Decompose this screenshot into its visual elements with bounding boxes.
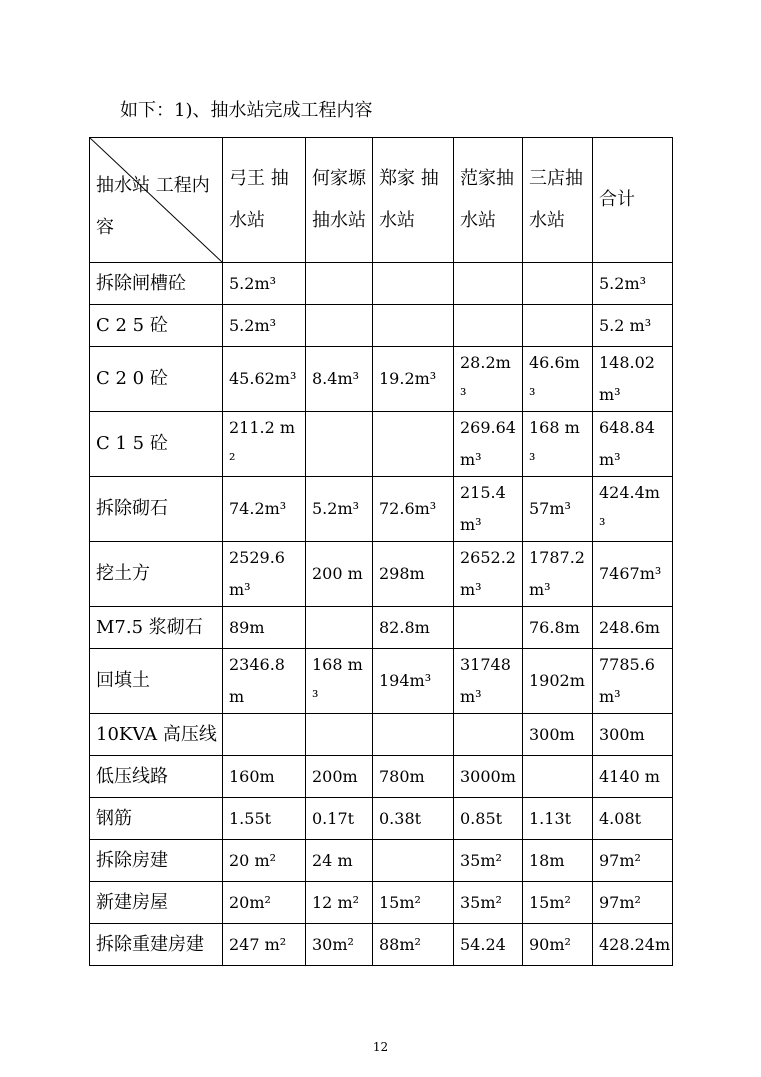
row-label: 钢筋 — [90, 798, 223, 840]
table-cell: 3000m — [454, 756, 523, 798]
table-cell — [454, 263, 523, 305]
table-cell: 46.6m³ — [523, 347, 593, 412]
table-cell: 97m² — [593, 840, 673, 882]
table-row — [90, 263, 673, 305]
table-row — [90, 714, 673, 756]
table-cell: 300m — [523, 714, 593, 756]
table-cell: 2529.6m³ — [223, 542, 306, 607]
corner-header-cell — [90, 138, 223, 263]
table-cell: 215.4 m³ — [454, 477, 523, 542]
table-row — [90, 882, 673, 924]
table-cell: 2346.8m — [223, 649, 306, 714]
table-cell: 1.13t — [523, 798, 593, 840]
column-header: 三店抽水站 — [523, 138, 593, 263]
table-cell: 12 m² — [306, 882, 373, 924]
table-cell: 35m² — [454, 882, 523, 924]
table-cell — [373, 412, 454, 477]
table-cell: 5.2m³ — [223, 305, 306, 347]
table-cell: 30m² — [306, 924, 373, 966]
table-row — [90, 607, 673, 649]
table-cell: 0.85t — [454, 798, 523, 840]
table-cell — [373, 714, 454, 756]
table-cell: 45.62m³ — [223, 347, 306, 412]
table-cell: 194m³ — [373, 649, 454, 714]
table-cell: 269.64 m³ — [454, 412, 523, 477]
table-cell: 160m — [223, 756, 306, 798]
table-cell: 18m — [523, 840, 593, 882]
table-cell: 15m² — [373, 882, 454, 924]
row-label: 10KVA 高压线 — [90, 714, 223, 756]
table-cell — [373, 305, 454, 347]
column-header: 郑家 抽水站 — [373, 138, 454, 263]
table-cell: 211.2 m² — [223, 412, 306, 477]
table-cell — [306, 305, 373, 347]
table-cell: 648.84 m³ — [593, 412, 673, 477]
row-label: C 2 0 砼 — [90, 347, 223, 412]
pump-station-work-table — [89, 137, 673, 966]
table-cell: 35m² — [454, 840, 523, 882]
table-cell: 54.24 — [454, 924, 523, 966]
table-cell: 7467m³ — [593, 542, 673, 607]
row-label: C 1 5 砼 — [90, 412, 223, 477]
table-cell — [523, 263, 593, 305]
table-cell: 57m³ — [523, 477, 593, 542]
table-cell: 248.6m — [593, 607, 673, 649]
column-header: 范家抽水站 — [454, 138, 523, 263]
table-cell: 74.2m³ — [223, 477, 306, 542]
table-cell: 1.55t — [223, 798, 306, 840]
table-cell: 90m² — [523, 924, 593, 966]
table-cell: 76.8m — [523, 607, 593, 649]
page-number: 12 — [372, 1040, 389, 1054]
table-cell: 24 m — [306, 840, 373, 882]
table-row — [90, 542, 673, 607]
row-label: 低压线路 — [90, 756, 223, 798]
column-header: 何家塬 抽水站 — [306, 138, 373, 263]
table-row — [90, 840, 673, 882]
table-cell — [373, 840, 454, 882]
table-cell: 89m — [223, 607, 306, 649]
row-label: M7.5 浆砌石 — [90, 607, 223, 649]
row-label: 拆除砌石 — [90, 477, 223, 542]
table-row — [90, 477, 673, 542]
corner-header-label: 抽水站 工程内容 — [96, 175, 210, 238]
table-cell — [523, 756, 593, 798]
table-row — [90, 798, 673, 840]
table-cell: 780m — [373, 756, 454, 798]
table-cell: 28.2m³ — [454, 347, 523, 412]
table-cell — [223, 714, 306, 756]
table-cell — [306, 607, 373, 649]
table-cell — [373, 263, 454, 305]
table-cell — [523, 305, 593, 347]
table-cell: 7785.6m³ — [593, 649, 673, 714]
table-row — [90, 412, 673, 477]
table-cell: 15m² — [523, 882, 593, 924]
row-label: 回填土 — [90, 649, 223, 714]
table-cell: 247 m² — [223, 924, 306, 966]
table-cell: 200 m — [306, 542, 373, 607]
table-row — [90, 649, 673, 714]
table-cell: 20m² — [223, 882, 306, 924]
table-cell: 168 m³ — [523, 412, 593, 477]
table-row — [90, 924, 673, 966]
table-cell — [306, 263, 373, 305]
table-row — [90, 347, 673, 412]
table-cell: 5.2m³ — [306, 477, 373, 542]
table-row — [90, 756, 673, 798]
table-cell: 97m² — [593, 882, 673, 924]
table-cell: 0.17t — [306, 798, 373, 840]
table-cell — [306, 714, 373, 756]
table-cell — [306, 412, 373, 477]
table-cell: 200m — [306, 756, 373, 798]
intro-heading: 如下：1)、抽水站完成工程内容 — [120, 100, 373, 121]
row-label: 挖土方 — [90, 542, 223, 607]
table-cell: 19.2m³ — [373, 347, 454, 412]
column-header: 弓王 抽水站 — [223, 138, 306, 263]
table-cell: 1902m — [523, 649, 593, 714]
table-cell — [454, 305, 523, 347]
table-cell: 88m² — [373, 924, 454, 966]
table-cell: 2652.2 m³ — [454, 542, 523, 607]
column-header: 合计 — [593, 138, 673, 263]
table-cell: 168 m³ — [306, 649, 373, 714]
table-cell: 5.2m³ — [223, 263, 306, 305]
table-cell: 5.2m³ — [593, 263, 673, 305]
table-cell: 1787.2 m³ — [523, 542, 593, 607]
table-cell — [454, 607, 523, 649]
table-cell: 82.8m — [373, 607, 454, 649]
table-cell: 20 m² — [223, 840, 306, 882]
row-label: 拆除重建房建 — [90, 924, 223, 966]
table-cell: 8.4m³ — [306, 347, 373, 412]
table-cell: 5.2 m³ — [593, 305, 673, 347]
table-cell — [454, 714, 523, 756]
table-cell: 0.38t — [373, 798, 454, 840]
table-cell: 300m — [593, 714, 673, 756]
row-label: 拆除房建 — [90, 840, 223, 882]
table-cell: 4140 m — [593, 756, 673, 798]
row-label: 新建房屋 — [90, 882, 223, 924]
table-cell: 298m — [373, 542, 454, 607]
table-cell: 4.08t — [593, 798, 673, 840]
table-cell: 148.02 m³ — [593, 347, 673, 412]
table-cell: 31748 m³ — [454, 649, 523, 714]
table-cell: 424.4m³ — [593, 477, 673, 542]
table-cell: 72.6m³ — [373, 477, 454, 542]
row-label: C 2 5 砼 — [90, 305, 223, 347]
table-row — [90, 305, 673, 347]
row-label: 拆除闸槽砼 — [90, 263, 223, 305]
table-cell: 428.24m — [593, 924, 673, 966]
header-row — [90, 138, 673, 263]
